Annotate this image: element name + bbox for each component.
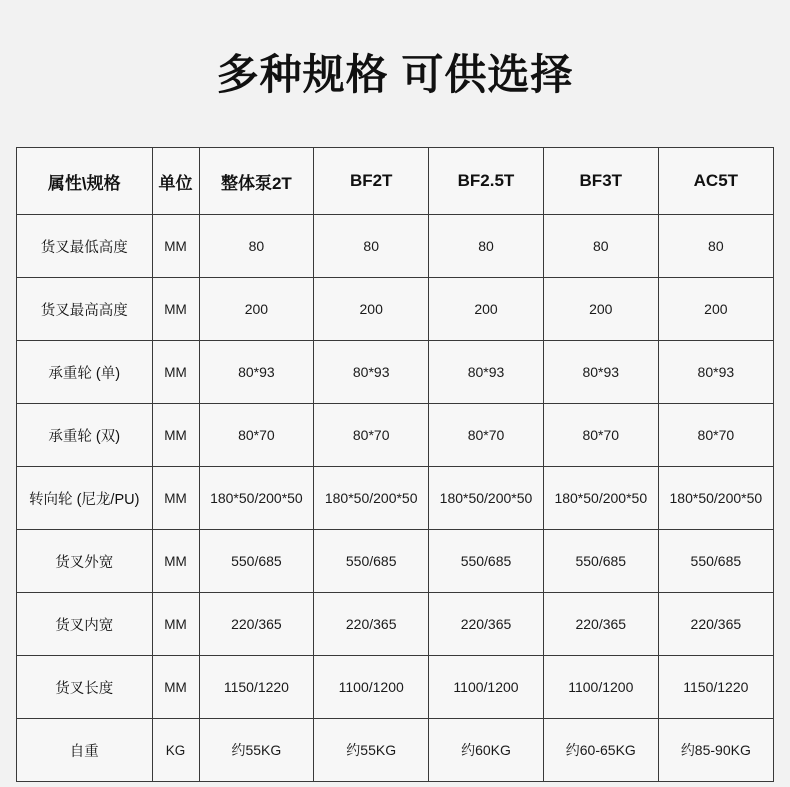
- column-header-model-2: BF2T: [314, 148, 429, 215]
- row-attribute: 承重轮 (单): [17, 341, 152, 404]
- cell-value: 180*50/200*50: [543, 467, 658, 530]
- cell-value: 550/685: [543, 530, 658, 593]
- cell-value: 220/365: [658, 593, 773, 656]
- cell-value: 1100/1200: [543, 656, 658, 719]
- table-header-row: [17, 148, 773, 215]
- row-unit: MM: [152, 341, 199, 404]
- spec-table: [17, 148, 773, 782]
- row-attribute: 自重: [17, 719, 152, 782]
- cell-value: 220/365: [199, 593, 314, 656]
- cell-value: 约55KG: [199, 719, 314, 782]
- row-unit: MM: [152, 404, 199, 467]
- row-attribute: 承重轮 (双): [17, 404, 152, 467]
- cell-value: 200: [658, 278, 773, 341]
- cell-value: 80: [314, 215, 429, 278]
- row-attribute: 货叉长度: [17, 656, 152, 719]
- cell-value: 80*93: [314, 341, 429, 404]
- row-unit: MM: [152, 467, 199, 530]
- table-row: [17, 467, 773, 530]
- cell-value: 80: [199, 215, 314, 278]
- table-row: [17, 656, 773, 719]
- cell-value: 约85-90KG: [658, 719, 773, 782]
- cell-value: 180*50/200*50: [658, 467, 773, 530]
- cell-value: 200: [314, 278, 429, 341]
- row-attribute: 货叉最低高度: [17, 215, 152, 278]
- column-header-model-5: AC5T: [658, 148, 773, 215]
- cell-value: 1100/1200: [314, 656, 429, 719]
- table-header: [17, 148, 773, 215]
- cell-value: 1100/1200: [429, 656, 544, 719]
- cell-value: 550/685: [429, 530, 544, 593]
- row-unit: MM: [152, 593, 199, 656]
- cell-value: 550/685: [658, 530, 773, 593]
- cell-value: 约55KG: [314, 719, 429, 782]
- table-body: [17, 215, 773, 782]
- column-header-model-1: 整体泵2T: [199, 148, 314, 215]
- cell-value: 80: [543, 215, 658, 278]
- table-row: [17, 530, 773, 593]
- column-header-attribute: 属性\规格: [17, 148, 152, 215]
- table-row: [17, 215, 773, 278]
- table-row: [17, 593, 773, 656]
- cell-value: 220/365: [429, 593, 544, 656]
- cell-value: 200: [199, 278, 314, 341]
- row-attribute: 货叉外宽: [17, 530, 152, 593]
- cell-value: 80*93: [199, 341, 314, 404]
- row-unit: MM: [152, 530, 199, 593]
- cell-value: 80*70: [658, 404, 773, 467]
- cell-value: 200: [429, 278, 544, 341]
- row-unit: MM: [152, 278, 199, 341]
- cell-value: 1150/1220: [658, 656, 773, 719]
- cell-value: 180*50/200*50: [314, 467, 429, 530]
- cell-value: 80*70: [199, 404, 314, 467]
- cell-value: 550/685: [199, 530, 314, 593]
- page-title: 多种规格 可供选择: [216, 51, 574, 98]
- cell-value: 约60-65KG: [543, 719, 658, 782]
- cell-value: 80: [429, 215, 544, 278]
- row-attribute: 转向轮 (尼龙/PU): [17, 467, 152, 530]
- cell-value: 220/365: [314, 593, 429, 656]
- column-header-model-4: BF3T: [543, 148, 658, 215]
- table-row: [17, 719, 773, 782]
- cell-value: 220/365: [543, 593, 658, 656]
- cell-value: 80*70: [314, 404, 429, 467]
- cell-value: 550/685: [314, 530, 429, 593]
- cell-value: 80*93: [658, 341, 773, 404]
- cell-value: 80*93: [429, 341, 544, 404]
- column-header-model-3: BF2.5T: [429, 148, 544, 215]
- row-unit: MM: [152, 215, 199, 278]
- column-header-unit: 单位: [152, 148, 199, 215]
- cell-value: 180*50/200*50: [199, 467, 314, 530]
- table-row: [17, 341, 773, 404]
- row-unit: KG: [152, 719, 199, 782]
- cell-value: 约60KG: [429, 719, 544, 782]
- cell-value: 80*70: [543, 404, 658, 467]
- row-attribute: 货叉内宽: [17, 593, 152, 656]
- cell-value: 180*50/200*50: [429, 467, 544, 530]
- row-unit: MM: [152, 656, 199, 719]
- table-row: [17, 404, 773, 467]
- cell-value: 1150/1220: [199, 656, 314, 719]
- row-attribute: 货叉最高高度: [17, 278, 152, 341]
- spec-table-container: [16, 147, 774, 782]
- cell-value: 80*70: [429, 404, 544, 467]
- cell-value: 80*93: [543, 341, 658, 404]
- table-row: [17, 278, 773, 341]
- cell-value: 80: [658, 215, 773, 278]
- cell-value: 200: [543, 278, 658, 341]
